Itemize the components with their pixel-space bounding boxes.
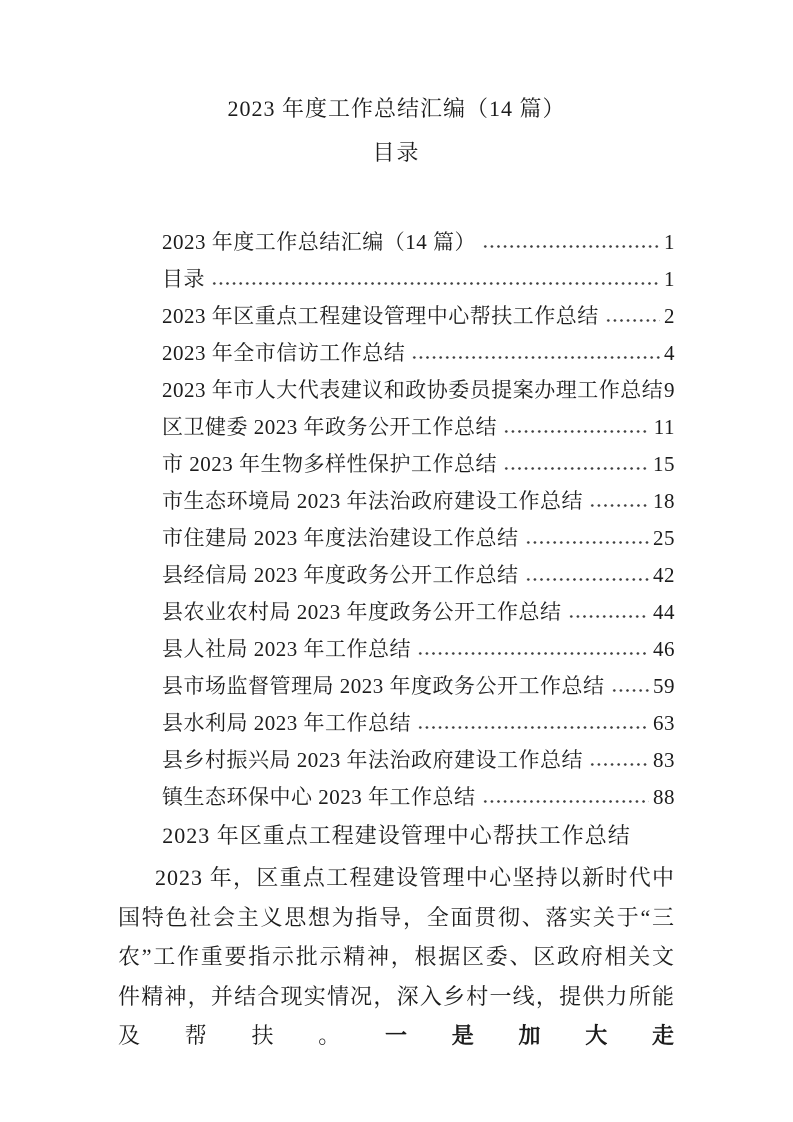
- section-heading: 2023 年区重点工程建设管理中心帮扶工作总结: [162, 823, 631, 848]
- toc-entry-title: 2023 年度工作总结汇编（14 篇）: [162, 230, 476, 254]
- toc-entry[interactable]: [162, 670, 675, 707]
- toc-entry-title: 2023 年区重点工程建设管理中心帮扶工作总结: [162, 304, 599, 328]
- dot-leader: [605, 318, 660, 323]
- toc-entry-title: 县市场监督管理局 2023 年度政务公开工作总结: [162, 674, 605, 698]
- toc-entry[interactable]: [162, 633, 675, 670]
- toc-entry[interactable]: [162, 226, 675, 263]
- toc-entry-page: 11: [653, 415, 675, 439]
- toc-entry-page: 46: [653, 637, 675, 661]
- toc-entry-page: 18: [653, 489, 675, 513]
- toc-heading: 目录: [372, 140, 421, 165]
- toc-entry-page: 88: [653, 785, 675, 809]
- toc-entry[interactable]: [162, 596, 675, 633]
- dot-leader: [417, 725, 649, 730]
- paragraph-bold-text: 一是加大走: [385, 1023, 675, 1048]
- toc-entry-title: 县经信局 2023 年度政务公开工作总结: [162, 563, 519, 587]
- dot-leader: [589, 762, 649, 767]
- toc-entry-page: 1: [664, 230, 675, 254]
- toc-entry-title: 镇生态环保中心 2023 年工作总结: [162, 785, 476, 809]
- toc-entry-page: 59: [653, 674, 675, 698]
- toc-entry-title: 县乡村振兴局 2023 年法治政府建设工作总结: [162, 748, 583, 772]
- toc-entry[interactable]: [162, 744, 675, 781]
- dot-leader: [525, 577, 650, 582]
- dot-leader: [525, 540, 650, 545]
- toc-entry[interactable]: [162, 374, 675, 411]
- toc-entry[interactable]: [162, 411, 675, 448]
- body-paragraph: [118, 858, 675, 1056]
- toc-entry[interactable]: [162, 707, 675, 744]
- toc-entry-page: 2: [664, 304, 675, 328]
- toc-entry[interactable]: [162, 263, 675, 300]
- toc-entry[interactable]: [162, 485, 675, 522]
- toc-entry-page: 42: [653, 563, 675, 587]
- toc-entry-page: 25: [653, 526, 675, 550]
- dot-leader: [589, 503, 649, 508]
- toc-entry-title: 市住建局 2023 年度法治建设工作总结: [162, 526, 519, 550]
- toc-entry-title: 县人社局 2023 年工作总结: [162, 637, 411, 661]
- document-title: 2023 年度工作总结汇编（14 篇）: [227, 96, 566, 121]
- toc-entry-page: 44: [653, 600, 675, 624]
- table-of-contents: [162, 226, 675, 818]
- toc-entry-title: 县农业农村局 2023 年度政务公开工作总结: [162, 600, 562, 624]
- toc-entry-title: 目录: [162, 267, 205, 291]
- toc-entry-title: 2023 年全市信访工作总结: [162, 341, 406, 365]
- toc-entry-title: 2023 年市人大代表建议和政协委员提案办理工作总结: [162, 378, 664, 402]
- dot-leader: [211, 281, 660, 286]
- toc-entry-title: 县水利局 2023 年工作总结: [162, 711, 411, 735]
- dot-leader: [503, 429, 650, 434]
- toc-entry[interactable]: [162, 559, 675, 596]
- toc-entry[interactable]: [162, 448, 675, 485]
- toc-entry-page: 1: [664, 267, 675, 291]
- dot-leader: [417, 651, 649, 656]
- toc-entry[interactable]: [162, 781, 675, 818]
- toc-entry[interactable]: [162, 300, 675, 337]
- toc-entry-page: 63: [653, 711, 675, 735]
- dot-leader: [411, 355, 660, 360]
- dot-leader: [503, 466, 649, 471]
- paragraph-text: 2023 年，区重点工程建设管理中心坚持以新时代中国特色社会主义思想为指导，全面贯彻、落实关于“三农”工作重要指示批示精神，根据区委、区政府相关文件精神，并结合现实情况，深入乡村一线，提供力所能及帮扶。: [118, 865, 675, 1048]
- toc-entry-page: 4: [664, 341, 675, 365]
- toc-entry-page: 83: [653, 748, 675, 772]
- dot-leader: [611, 688, 650, 693]
- toc-entry-page: 15: [653, 452, 675, 476]
- dot-leader: [482, 244, 660, 249]
- toc-entry-title: 区卫健委 2023 年政务公开工作总结: [162, 415, 497, 439]
- toc-entry[interactable]: [162, 337, 675, 374]
- dot-leader: [482, 799, 650, 804]
- dot-leader: [568, 614, 650, 619]
- toc-entry-page: 9: [664, 378, 675, 402]
- toc-entry[interactable]: [162, 522, 675, 559]
- toc-entry-title: 市 2023 年生物多样性保护工作总结: [162, 452, 497, 476]
- toc-entry-title: 市生态环境局 2023 年法治政府建设工作总结: [162, 489, 583, 513]
